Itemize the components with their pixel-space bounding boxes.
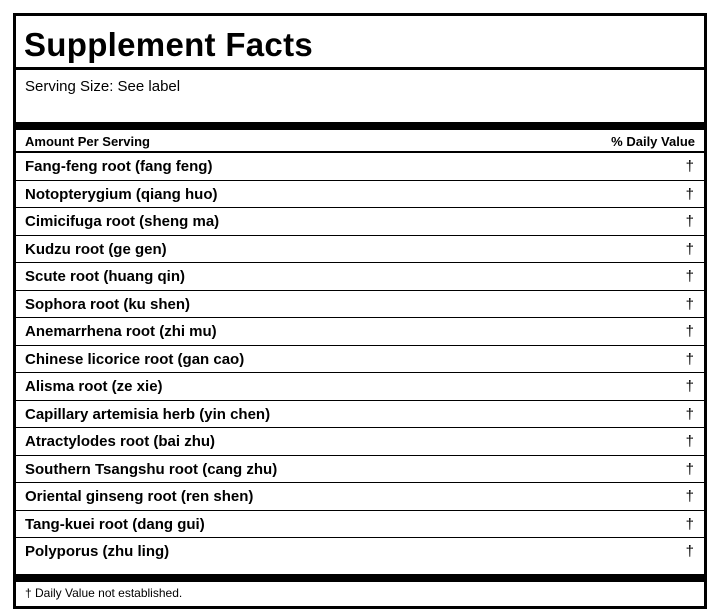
ingredient-row [16, 401, 704, 429]
ingredient-name: Oriental ginseng root (ren shen) [25, 488, 254, 505]
ingredient-row [16, 483, 704, 511]
ingredient-row [16, 153, 704, 181]
ingredient-daily-value: † [685, 488, 694, 505]
ingredient-name: Anemarrhena root (zhi mu) [25, 323, 217, 340]
ingredient-daily-value: † [685, 350, 694, 368]
ingredient-name: Polyporus (zhu ling) [25, 543, 170, 560]
ingredient-daily-value: † [685, 213, 694, 230]
ingredient-daily-value: † [685, 543, 694, 560]
serving-size: Serving Size: See label [25, 78, 181, 95]
ingredient-row [16, 511, 704, 539]
supplement-facts-panel [13, 13, 707, 609]
ingredient-row [16, 263, 704, 291]
ingredient-name: Cimicifuga root (sheng ma) [25, 213, 220, 230]
panel-title: Supplement Facts [24, 26, 314, 63]
ingredient-daily-value: † [685, 515, 694, 533]
ingredient-name: Atractylodes root (bai zhu) [25, 433, 216, 450]
title-divider [16, 67, 704, 70]
footnote: † Daily Value not established. [25, 586, 183, 600]
ingredient-daily-value: † [685, 323, 694, 340]
thick-divider-bottom [16, 574, 704, 582]
ingredient-list [16, 153, 704, 566]
amount-per-serving-header: Amount Per Serving [25, 134, 150, 149]
ingredient-name: Notopterygium (qiang huo) [25, 185, 218, 203]
ingredient-name: Capillary artemisia herb (yin chen) [25, 405, 271, 423]
ingredient-daily-value: † [685, 158, 694, 175]
ingredient-daily-value: † [685, 185, 694, 203]
ingredient-name: Fang-feng root (fang feng) [25, 158, 213, 175]
ingredient-row [16, 373, 704, 401]
daily-value-header: % Daily Value [611, 134, 695, 149]
ingredient-daily-value: † [685, 378, 694, 395]
ingredient-row [16, 538, 704, 566]
ingredient-daily-value: † [685, 295, 694, 313]
ingredient-name: Southern Tsangshu root (cang zhu) [25, 460, 278, 478]
ingredient-row [16, 208, 704, 236]
ingredient-row [16, 236, 704, 264]
ingredient-daily-value: † [685, 405, 694, 423]
thick-divider-top [16, 122, 704, 130]
ingredient-name: Sophora root (ku shen) [25, 295, 190, 313]
ingredient-name: Scute root (huang qin) [25, 268, 185, 285]
ingredient-row [16, 346, 704, 374]
ingredient-daily-value: † [685, 433, 694, 450]
ingredient-row [16, 181, 704, 209]
ingredient-row [16, 456, 704, 484]
ingredient-row [16, 291, 704, 319]
ingredient-row [16, 428, 704, 456]
ingredient-row [16, 318, 704, 346]
ingredient-daily-value: † [685, 460, 694, 478]
ingredient-daily-value: † [685, 240, 694, 258]
ingredient-name: Chinese licorice root (gan cao) [25, 350, 245, 368]
ingredient-daily-value: † [685, 268, 694, 285]
ingredient-name: Kudzu root (ge gen) [25, 240, 167, 258]
ingredient-name: Alisma root (ze xie) [25, 378, 163, 395]
ingredient-name: Tang-kuei root (dang gui) [25, 515, 205, 533]
